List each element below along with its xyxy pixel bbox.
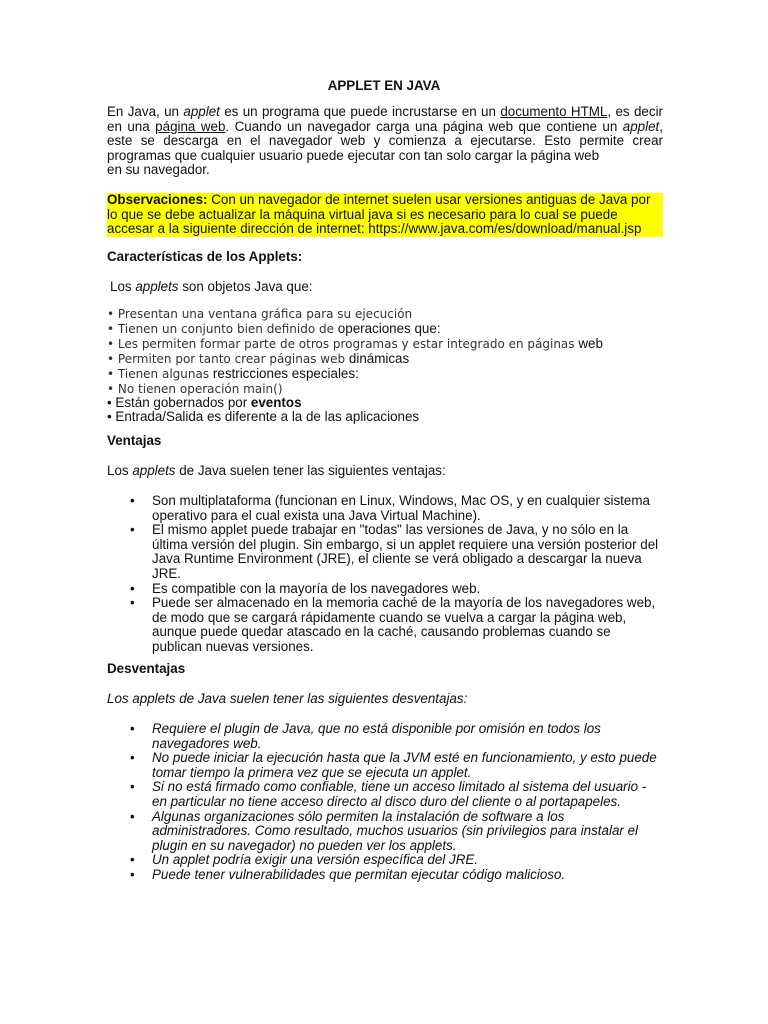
list-item: • Son multiplataforma (funcionan en Linux, Windows, Mac OS, y en cualquier sistema operativo para el cual exista una Java Virtual Machine). [130, 493, 650, 523]
caracteristicas-intro: Los applets son objetos Java que: [110, 279, 313, 294]
documento-html-link[interactable]: documento HTML [500, 104, 608, 119]
bullet-icon: • [130, 493, 135, 508]
list-item: • Puede ser almacenado en la memoria caché de la mayoría de los navegadores web, de modo que se cargará rápidamente cuando se vuelva a cargar la página web, aunque puede quedar atascado en la caché, causando problemas cuando se publican nuevas versiones. [130, 595, 656, 654]
list-item: • Están gobernados por eventos [107, 395, 302, 411]
list-item: • Puede tener vulnerabilidades que permitan ejecutar código malicioso. [130, 866, 566, 882]
list-item: • Requiere el plugin de Java, que no está disponible por omisión en todos los navegadores web. [130, 721, 601, 751]
bullet-icon: • [130, 852, 135, 868]
observaciones-highlight [107, 193, 663, 237]
page-title: APPLET EN JAVA [327, 78, 441, 93]
list-item: • El mismo applet puede trabajar en "todas" las versiones de Java, y no sólo en la última versión del plugin. Sin embargo, si un applet requiere una versión posterior del Java Runtime Environment (JRE), el cliente se verá obligado a descargar la nueva JRE. [130, 522, 659, 581]
bullet-icon: • [130, 595, 135, 611]
list-item: • Permiten por tanto crear páginas web dinámicas [107, 350, 410, 366]
desventajas-heading: Desventajas [107, 661, 186, 676]
bullet-icon: • [130, 522, 135, 538]
ventajas-list [107, 494, 663, 655]
list-item: • Tienen un conjunto bien definido de operaciones que: [107, 320, 441, 336]
list-item: • Es compatible con la mayoría de los navegadores web. [130, 580, 481, 596]
caracteristicas-heading: Características de los Applets: [107, 249, 303, 264]
ventajas-intro: Los applets de Java suelen tener las siguientes ventajas: [107, 463, 446, 478]
caracteristicas-list [107, 307, 663, 424]
desventajas-intro: Los applets de Java suelen tener las siguientes desventajas: [107, 691, 468, 706]
observaciones-label: Observaciones: [107, 192, 208, 207]
bullet-icon: • [130, 750, 135, 766]
list-item: • No puede iniciar la ejecución hasta que la JVM esté en funcionamiento, y esto puede tomar tiempo la primera vez que se ejecuta un applet. [130, 750, 657, 780]
list-item: • Tienen algunas restricciones especiales: [107, 365, 359, 381]
list-item: • Algunas organizaciones sólo permiten la instalación de software a los administradores. Como resultado, muchos usuarios (sin privilegios para instalar el plugin en su navegador) no pueden ver los applets. [130, 808, 638, 853]
bullet-icon: • [130, 580, 135, 596]
bullet-icon: • [130, 721, 135, 736]
list-item: • Les permiten formar parte de otros programas y estar integrado en páginas web [107, 335, 603, 351]
bullet-icon: • [130, 866, 135, 882]
list-item: • Un applet podría exigir una versión específica del JRE. [130, 852, 479, 868]
intro-paragraph: En Java, un applet es un programa que puede incrustarse en un documento HTML, es decir en una página web. Cuando un navegador carga una página web que contiene un applet, este se descarga en el navegador web y comienza a ejecutarse. Esto permite crear programas que cualquier usuario puede ejecutar con tan solo cargar la página web en su navegador. [107, 104, 663, 178]
list-item: • Presentan una ventana gráfica para su ejecución [107, 307, 413, 321]
desventajas-list [107, 722, 663, 883]
ventajas-heading: Ventajas [107, 433, 162, 448]
list-item: • No tienen operación main() [107, 381, 283, 396]
bullet-icon: • [130, 808, 135, 824]
observaciones-text: Con un navegador de internet suelen usar versiones antiguas de Java por lo que se debe actualizar la máquina virtual java si es necesario para lo cual se puede accesar a la siguiente dirección de internet: https://www.java.com/es/download/manual.jsp [107, 192, 651, 237]
list-item: • Entrada/Salida es diferente a la de las aplicaciones [107, 409, 420, 425]
bullet-icon: • [130, 779, 135, 795]
list-item: • Si no está firmado como confiable, tiene un acceso limitado al sistema del usuario - en particular no tiene acceso directo al disco duro del cliente o al portapapeles. [130, 779, 647, 809]
pagina-web-link[interactable]: página web [155, 118, 226, 134]
